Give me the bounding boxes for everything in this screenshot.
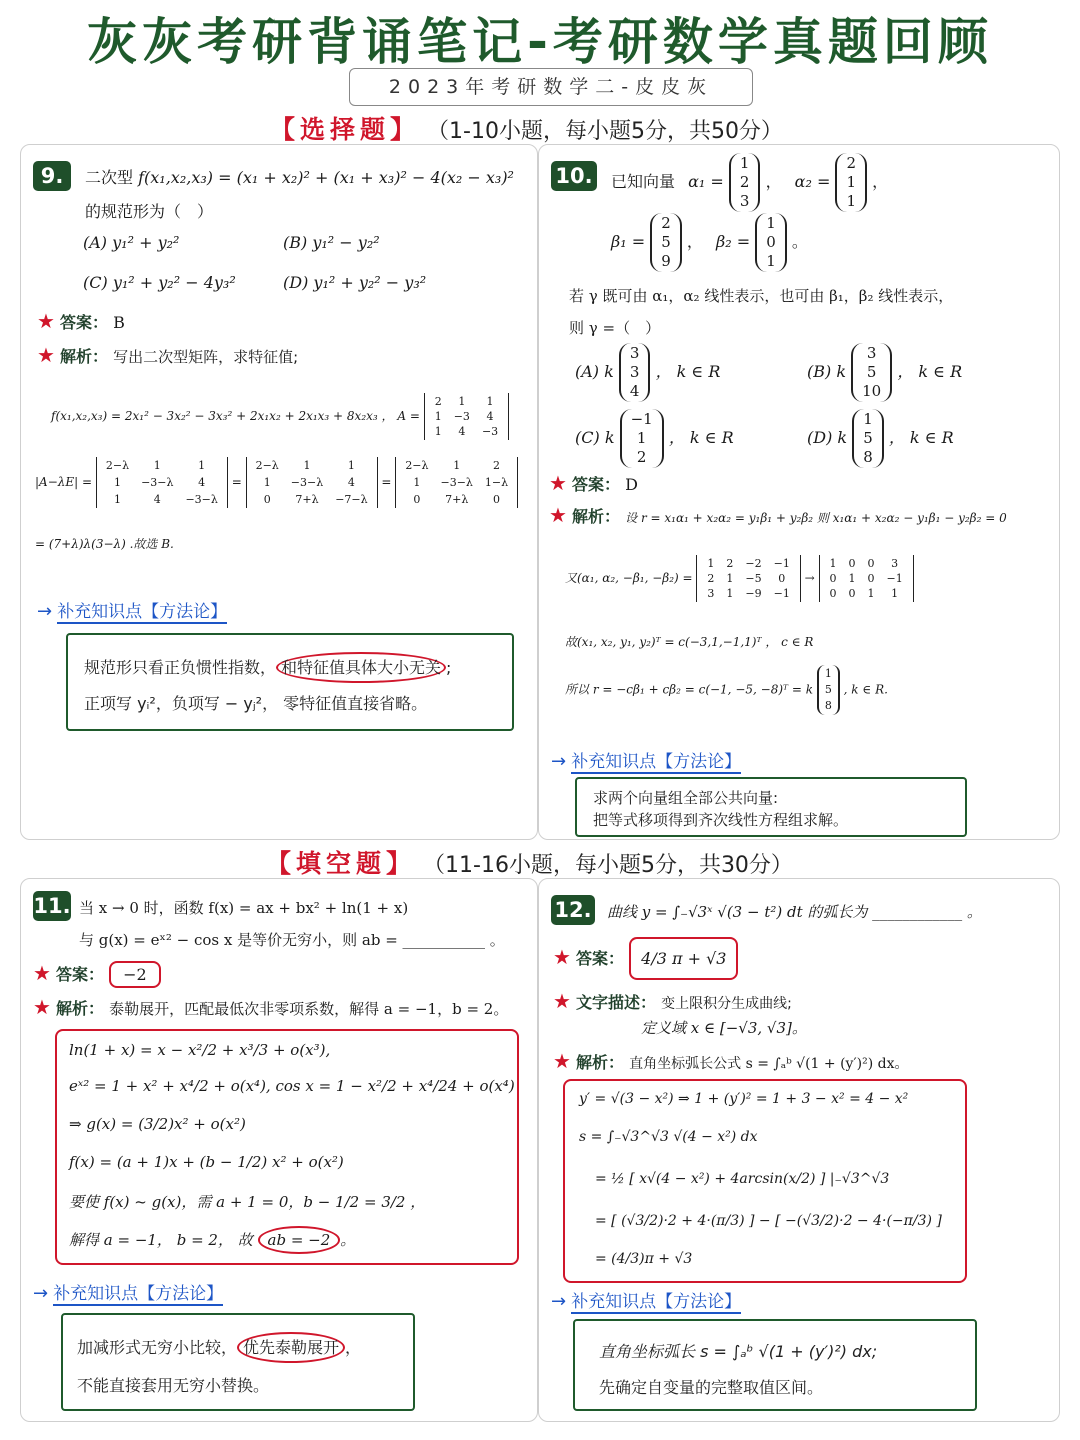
q10-matrix-left-cell: 0 — [778, 572, 786, 585]
q10-matrix-label: 又(α₁, α₂, −β₁, −β₂) = — [565, 571, 693, 585]
q11-analysis-text: 泰勒展开，匹配最低次非零项系数，解得 a = −1，b = 2。 — [109, 1000, 509, 1018]
q10-matrix-right-cell: 0 — [848, 557, 856, 570]
question-11-number: 11. — [33, 891, 71, 921]
q10-answer-row — [549, 471, 638, 495]
q12-step-1: y′ = √(3 − x²) ⇒ 1 + (y′)² = 1 + 3 − x² = 4 − x² — [579, 1091, 909, 1107]
q12-steps-box — [563, 1079, 967, 1283]
analysis-label: 解析： — [56, 999, 105, 1018]
q11-step-final — [69, 1229, 355, 1250]
answer-label: 答案： — [576, 949, 625, 968]
q9-result: = (7+λ)λ(3−λ) .故选 B. — [35, 537, 174, 551]
star-icon: ★ — [553, 989, 571, 1013]
q10-option-b-vector: 3 5 10 — [851, 343, 892, 402]
q12-answer-row — [553, 937, 738, 980]
q9-supplement-link-row[interactable] — [37, 597, 227, 622]
fill-section-label: 【填空题】 — [266, 849, 417, 878]
q12-supplement-link[interactable]: 补充知识点【方法论】 — [571, 1292, 742, 1312]
q9-stem-suffix: 的规范形为（ ） — [85, 202, 214, 221]
question-12-panel — [538, 878, 1060, 1422]
answer-label: 答案： — [60, 313, 109, 332]
q10-stem-line-1: 已知向量 α₁ = 1 2 3 ， α₂ = 2 1 1 ， — [611, 154, 889, 210]
q10-matrix-right-cell: 0 — [829, 587, 837, 600]
q9-matrix-a — [424, 393, 509, 440]
q10-analysis-row — [549, 503, 1007, 527]
q12-analysis-text: 直角坐标弧长公式 s = ∫ₐᵇ √(1 + (y′)²) dx。 — [629, 1056, 909, 1072]
q9-det-1-cell: 1 — [198, 459, 206, 472]
q11-tip-text-a: 加减形式无穷小比较， — [77, 1338, 238, 1357]
q10-beta2-name: β₂ = — [716, 232, 751, 251]
q11-supplement-link-row[interactable] — [33, 1279, 223, 1304]
q10-beta1-name: β₁ = — [611, 232, 646, 251]
q11-analysis-row — [33, 995, 508, 1019]
q10-matrix-left-cell: 2 — [707, 572, 715, 585]
question-11-panel — [20, 878, 538, 1422]
q10-alpha2-vector: 2 1 1 — [835, 153, 867, 212]
q9-det-3-cell: 0 — [493, 493, 500, 506]
q9-determinant-line — [35, 457, 518, 508]
q9-tip-text-a: 规范形只看正负惯性指数， — [84, 658, 277, 677]
q10-matrix-line — [565, 555, 914, 602]
q11-step-final-a: 解得 a = −1， b = 2， 故 — [69, 1231, 253, 1249]
q9-det-3-cell: 2−λ — [405, 459, 429, 472]
star-icon: ★ — [553, 945, 571, 969]
q10-option-b: (B) k 3 5 10 ， k ∈ R — [807, 344, 963, 400]
q10-option-d-vector: 1 5 8 — [852, 409, 884, 468]
star-icon: ★ — [37, 309, 55, 333]
q9-tip-text-c: ; — [446, 658, 452, 677]
q10-matrix-left-cell: −5 — [745, 572, 762, 585]
q12-step-3: = ½ [ x√(4 − x²) + 4arcsin(x/2) ] |₋√3^√3 — [595, 1171, 890, 1187]
arrow-icon: → — [551, 751, 567, 772]
q11-step-3: ⇒ g(x) = (3/2)x² + o(x²) — [69, 1115, 246, 1133]
q9-option-b: (B) y₁² − y₂² — [283, 233, 380, 252]
q12-analysis-row — [553, 1049, 908, 1073]
q10-matrix-left-cell: 1 — [726, 572, 734, 585]
arrow-icon: → — [33, 1283, 49, 1304]
q12-supplement-link-row[interactable] — [551, 1287, 741, 1312]
q9-stem-formula: f(x₁,x₂,x₃) = (x₁ + x₂)² + (x₁ + x₃)² − 4(x₂ − x₃)² — [138, 168, 514, 187]
q10-supplement-link-row[interactable] — [551, 747, 741, 772]
q12-tip-box — [573, 1319, 977, 1411]
q9-det-2-cell: 1 — [347, 459, 355, 472]
q12-desc-row — [553, 989, 792, 1013]
q9-analysis-row — [37, 343, 298, 367]
q11-step-4: f(x) = (a + 1)x + (b − 1/2) x² + o(x²) — [69, 1153, 344, 1171]
q10-tip-box — [575, 777, 967, 837]
q10-matrix-left-cell: 2 — [726, 557, 734, 570]
q10-alpha1-vector: 1 2 3 — [729, 153, 761, 212]
q9-det-1-cell: −3−λ — [185, 493, 218, 506]
choice-section-info: （1-10小题，每小题5分，共50分） — [427, 119, 783, 144]
q10-matrix-left-cell: −9 — [745, 587, 762, 600]
q10-final-prefix: 所以 r = −cβ₁ + cβ₂ = c(−1, −5, −8)ᵀ = k — [565, 682, 813, 697]
q9-det-2-cell: 2−λ — [255, 459, 279, 472]
q9-tip-box — [66, 633, 514, 731]
q10-matrix-left-cell: −2 — [745, 557, 762, 570]
q9-det-3-cell: 0 — [413, 493, 421, 506]
q9-tip-line-1 — [84, 655, 451, 678]
q9-matrix-a-cell: −3 — [481, 425, 499, 438]
q9-det-label: |A−λE| = — [35, 475, 93, 489]
q9-det-1-cell: 4 — [153, 493, 161, 506]
q9-det-2-cell: −3−λ — [290, 476, 324, 489]
q12-step-2: s = ∫₋√3^√3 √(4 − x²) dx — [579, 1129, 758, 1145]
q9-answer-row — [37, 309, 125, 333]
q12-tip-line-2: 先确定自变量的完整取值区间。 — [599, 1378, 824, 1397]
q9-tip-highlight: 和特征值具体大小无关 — [276, 652, 446, 683]
fill-section-info: （11-16小题，每小题5分，共30分） — [423, 853, 793, 878]
q10-final-suffix: , k ∈ R. — [843, 682, 888, 697]
q9-option-d: (D) y₁² + y₂² − y₃² — [283, 273, 427, 292]
q10-tip-line-2: 把等式移项得到齐次线性方程组求解。 — [593, 811, 849, 829]
star-icon: ★ — [549, 503, 567, 527]
q11-answer-row — [33, 961, 161, 985]
page-title: 灰灰考研背诵笔记-考研数学真题回顾 — [87, 13, 993, 71]
q11-supplement-link[interactable]: 补充知识点【方法论】 — [53, 1284, 224, 1304]
q9-option-a: (A) y₁² + y₂² — [83, 233, 180, 252]
fill-section-heading — [266, 844, 793, 880]
q9-det-3-cell: 1−λ — [484, 476, 509, 489]
q10-option-a-vector: 3 3 4 — [619, 343, 651, 402]
right-arrow-icon: → — [804, 571, 815, 585]
q12-answer-value: 4/3 π + √3 — [629, 937, 738, 980]
equals-sign: = — [231, 475, 242, 489]
q10-option-c: (C) k −1 1 2 ， k ∈ R — [575, 410, 734, 466]
q10-matrix-left — [696, 555, 800, 602]
q10-matrix-right-cell: 0 — [829, 572, 837, 585]
analysis-label: 解析： — [60, 347, 109, 366]
arrow-icon: → — [37, 601, 53, 622]
q10-matrix-right-cell: 1 — [891, 587, 899, 600]
q10-stem-beta: β₁ = 2 5 9 ， β₂ = 1 0 1 。 — [611, 214, 808, 270]
q10-matrix-right-cell: 0 — [867, 572, 875, 585]
q10-answer-value: D — [625, 475, 638, 494]
q9-det-1-cell: 2−λ — [105, 459, 130, 472]
q10-final-vector: 1 5 8 — [817, 665, 840, 715]
q10-matrix-right-cell: 3 — [891, 557, 899, 570]
q11-step-2: eˣ² = 1 + x² + x⁴/2 + o(x⁴), cos x = 1 − x²/2 + x⁴/24 + o(x⁴) — [69, 1077, 515, 1095]
q11-step-1: ln(1 + x) = x − x²/2 + x³/3 + o(x³), — [69, 1041, 331, 1059]
q11-stem-line-1: 当 x → 0 时，函数 f(x) = ax + bx² + ln(1 + x) — [79, 899, 409, 917]
q10-matrix-left-cell: 1 — [726, 587, 734, 600]
q11-tip-highlight: 优先泰勒展开 — [237, 1332, 345, 1363]
q10-supplement-link[interactable]: 补充知识点【方法论】 — [571, 752, 742, 772]
star-icon: ★ — [553, 1049, 571, 1073]
q9-matrix-a-cell: 1 — [434, 425, 442, 438]
q10-alpha2-name: α₂ = — [794, 172, 831, 191]
q11-stem-line-2: 与 g(x) = eˣ² − cos x 是等价无穷小，则 ab = ___________ 。 — [79, 931, 505, 949]
q10-matrix-right-cell: 1 — [848, 572, 856, 585]
question-9-panel — [20, 144, 538, 840]
q11-tip-line-1 — [77, 1335, 361, 1358]
q10-stem-line-3: 则 γ =（ ） — [569, 319, 661, 337]
question-10-number: 10. — [551, 161, 597, 191]
q9-matrix-a-cell: 4 — [458, 425, 466, 438]
q9-det-1-cell: 1 — [113, 476, 121, 489]
q9-matrix-a-cell: 1 — [434, 410, 442, 423]
star-icon: ★ — [549, 471, 567, 495]
q10-option-d: (D) k 1 5 8 ， k ∈ R — [807, 410, 954, 466]
q10-matrix-right-cell: −1 — [886, 572, 903, 585]
star-icon: ★ — [33, 995, 51, 1019]
q10-beta1-vector: 2 5 9 — [650, 213, 682, 272]
question-9-number: 9. — [33, 161, 71, 191]
q12-step-4: = [ (√3/2)·2 + 4·(π/3) ] − [ −(√3/2)·2 − 4·(−π/3) ] — [595, 1213, 942, 1229]
q12-step-5: = (4/3)π + √3 — [595, 1251, 693, 1267]
q9-analysis-text: 写出二次型矩阵，求特征值; — [113, 348, 299, 366]
q9-matrix-a-cell: 4 — [486, 410, 494, 423]
star-icon: ★ — [37, 343, 55, 367]
q10-stem-line-2: 若 γ 既可由 α₁，α₂ 线性表示，也可由 β₁，β₂ 线性表示， — [569, 287, 954, 305]
q9-matrix-a-cell: 2 — [434, 395, 442, 408]
page-subtitle: 2023年考研数学二-皮皮灰 — [349, 68, 753, 106]
q9-det-3-cell: 1 — [453, 459, 461, 472]
q9-expand-line — [51, 393, 509, 440]
q12-tip-line-1: 直角坐标弧长 s = ∫ₐᵇ √(1 + (y′)²) dx; — [599, 1342, 878, 1361]
q11-step-final-c: 。 — [340, 1231, 356, 1249]
q9-det-3 — [395, 457, 518, 508]
q10-beta2-vector: 1 0 1 — [755, 213, 787, 272]
q9-det-2-cell: −7−λ — [335, 493, 368, 506]
q9-stem-prefix: 二次型 — [85, 168, 134, 187]
q10-known-label: 已知向量 — [611, 172, 676, 191]
q9-det-1-cell: 4 — [198, 476, 206, 489]
q12-desc-line-1: 变上限积分生成曲线; — [661, 996, 792, 1012]
q10-solution: 故(x₁, x₂, y₁, y₂)ᵀ = c(−3,1,−1,1)ᵀ ， c ∈ R — [565, 635, 814, 649]
q9-answer-value: B — [113, 313, 125, 332]
q10-matrix-right-cell: 1 — [867, 587, 875, 600]
q9-det-1-cell: 1 — [153, 459, 161, 472]
q9-det-2-cell: 1 — [303, 459, 311, 472]
q9-det-3-cell: 7+λ — [445, 493, 469, 506]
q9-det-2-cell: 1 — [263, 476, 271, 489]
question-12-number: 12. — [551, 895, 595, 925]
q11-step-5: 要使 f(x) ~ g(x)，需 a + 1 = 0，b − 1/2 = 3/2 ， — [69, 1193, 426, 1211]
q10-matrix-left-cell: 1 — [707, 557, 715, 570]
arrow-icon: → — [551, 1291, 567, 1312]
q9-det-1-cell: −3−λ — [141, 476, 174, 489]
q12-desc-line-2: 定义域 x ∈ [−√3, √3]。 — [641, 1019, 807, 1037]
choice-section-label: 【选择题】 — [270, 115, 421, 144]
desc-label: 文字描述： — [576, 993, 657, 1012]
analysis-label: 解析： — [576, 1053, 625, 1072]
q10-analysis-text: 设 r = x₁α₁ + x₂α₂ = y₁β₁ + y₂β₂ 则 x₁α₁ + x₂α₂ − y₁β₁ − y₂β₂ = 0 — [625, 511, 1007, 525]
q9-det-2 — [246, 457, 378, 508]
star-icon: ★ — [33, 961, 51, 985]
q10-tip-line-1: 求两个向量组全部公共向量: — [593, 789, 779, 807]
q9-tip-line-2: 正项写 yᵢ²，负项写 − yⱼ²， 零特征值直接省略。 — [84, 694, 428, 713]
q9-det-1-cell: 1 — [113, 493, 121, 506]
q10-alpha1-name: α₁ = — [688, 172, 724, 191]
analysis-label: 解析： — [572, 507, 621, 526]
q11-tip-text-c: ， — [345, 1338, 362, 1357]
q9-det-2-cell: 0 — [263, 493, 271, 506]
q9-det-3-cell: 1 — [413, 476, 421, 489]
q9-matrix-a-cell: 1 — [458, 395, 466, 408]
q10-matrix-left-cell: −1 — [773, 557, 790, 570]
q11-steps-box — [55, 1029, 519, 1265]
q10-matrix-left-cell: 3 — [707, 587, 715, 600]
q9-matrix-a-cell: −3 — [453, 410, 470, 423]
q9-expand-formula: f(x₁,x₂,x₃) = 2x₁² − 3x₂² − 3x₃² + 2x₁x₂ + 2x₁x₃ + 8x₂x₃ ， A = — [51, 409, 420, 423]
q11-tip-line-2: 不能直接套用无穷小替换。 — [77, 1376, 270, 1395]
q10-matrix-right-cell: 0 — [848, 587, 856, 600]
q9-option-c: (C) y₁² + y₂² − 4y₃² — [83, 273, 236, 292]
q9-matrix-a-cell: 1 — [486, 395, 494, 408]
q10-matrix-right — [819, 555, 914, 602]
q9-det-3-cell: 2 — [493, 459, 500, 472]
q9-det-2-cell: 4 — [347, 476, 355, 489]
q10-final-line — [565, 665, 888, 715]
q10-option-c-vector: −1 1 2 — [620, 409, 664, 468]
q10-matrix-right-cell: 1 — [829, 557, 837, 570]
q9-supplement-link[interactable]: 补充知识点【方法论】 — [57, 602, 228, 622]
q10-matrix-right-cell: 0 — [867, 557, 875, 570]
q9-det-3-cell: −3−λ — [440, 476, 473, 489]
q9-det-1 — [96, 457, 228, 508]
q10-option-a: (A) k 3 3 4 ， k ∈ R — [575, 344, 721, 400]
q9-det-2-cell: 7+λ — [295, 493, 319, 506]
answer-label: 答案： — [56, 965, 105, 984]
equals-sign: = — [381, 475, 392, 489]
question-10-panel — [538, 144, 1060, 840]
q10-matrix-left-cell: −1 — [773, 587, 790, 600]
q12-stem: 曲线 y = ∫₋√3ˣ √(3 − t²) dt 的弧长为 ____________ 。 — [607, 903, 982, 921]
q11-answer-value: −2 — [109, 961, 161, 988]
question-9-stem — [85, 165, 514, 188]
q11-step-final-highlight: ab = −2 — [258, 1226, 341, 1254]
q11-tip-box — [61, 1313, 415, 1411]
answer-label: 答案： — [572, 475, 621, 494]
choice-section-heading — [270, 110, 783, 146]
